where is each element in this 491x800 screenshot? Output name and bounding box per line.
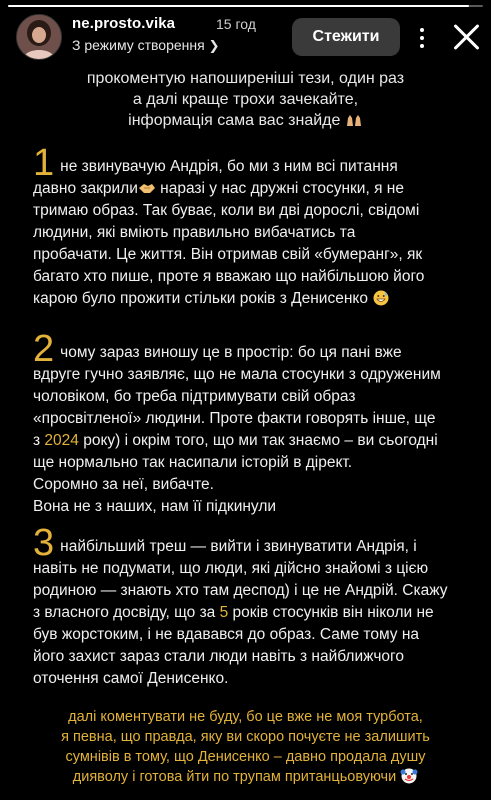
point-number: 1 [33,142,55,184]
clown-emoji-icon [400,768,418,784]
chevron-right-icon: ❯ [208,38,220,53]
close-icon[interactable] [453,23,481,51]
point-number: 2 [33,328,55,370]
point-3: 3 найбільший треш — вийти і звинуватити Андрія, і навіть не подумати, що люди, які дійсно знайомі з цією родиною — знають хто там деспод) і це не Андрій. Скажу з власного досвіду, що за 5 років стосунків він ніколи не був жорстоким, і не вдавався до образ. Саме тому на його захист зараз стали люди навіть з найближчого оточення самої Денисенко. [33,522,448,687]
point-1: 1 не звинувачую Андрія, бо ми з ним всі питання давно закрили наразі у нас дружні стосунки, я не тримаю образ. Так буває, коли ви дві дорослі, свідомі людини, які вміють правильно вибачатись та пробачати. Це життя. Він отримав свій «бумеранг», як багато хто пише, проте я вважаю що найбільшою його карою було прожити стільки років з Денисенко [33,142,425,307]
intro-line: а далі краще трохи зачекайте, [132,91,359,108]
creation-mode-label: З режиму створення [72,37,205,53]
outro-text: далі коментувати не буду, бо це вже не моя турбота, я певна, що правда, яку ви скоро почуєте не залишить сумнівів в тому, що Денисенко – давно продала душу дияволу і готова йти по трупам пританцьовуючи [61,709,430,785]
more-options-icon[interactable] [412,25,432,49]
post-time: 15 год [216,16,256,32]
story-progress-fill [8,5,469,7]
handshake-emoji-icon [138,180,156,196]
year-highlight: 2024 [44,432,79,449]
avatar[interactable] [16,14,62,60]
story-progress-bar [8,5,483,7]
intro-text [0,68,491,131]
raising-hands-emoji-icon [345,112,363,128]
intro-line: прокоментую напоширеніші тези, один раз [86,70,405,87]
story-header [16,12,479,62]
years-highlight: 5 [219,604,229,621]
grinning-sweat-emoji-icon [372,290,390,306]
point-number: 3 [33,522,55,564]
intro-line: інформація сама вас знайде [0,110,491,131]
point-2: 2 чому зараз виношу це в простір: бо ця пані вже вдруге гучно заявляє, що не мала стосунки з одруженим чоловіком, бо треба підтримувати свій образ «просвітленої» людини. Проте факти говорять інше, ще з 2024 року) і окрім того, що ми так знаємо – ви сьогодні ще нормально так насипали історій в дірект. Соромно за неї, вибачте. Вона не з наших, нам її підкинули [33,328,441,515]
username[interactable]: ne.prosto.vika [72,15,176,32]
follow-button[interactable]: Стежити [292,18,400,56]
creation-mode-link[interactable] [72,37,220,54]
